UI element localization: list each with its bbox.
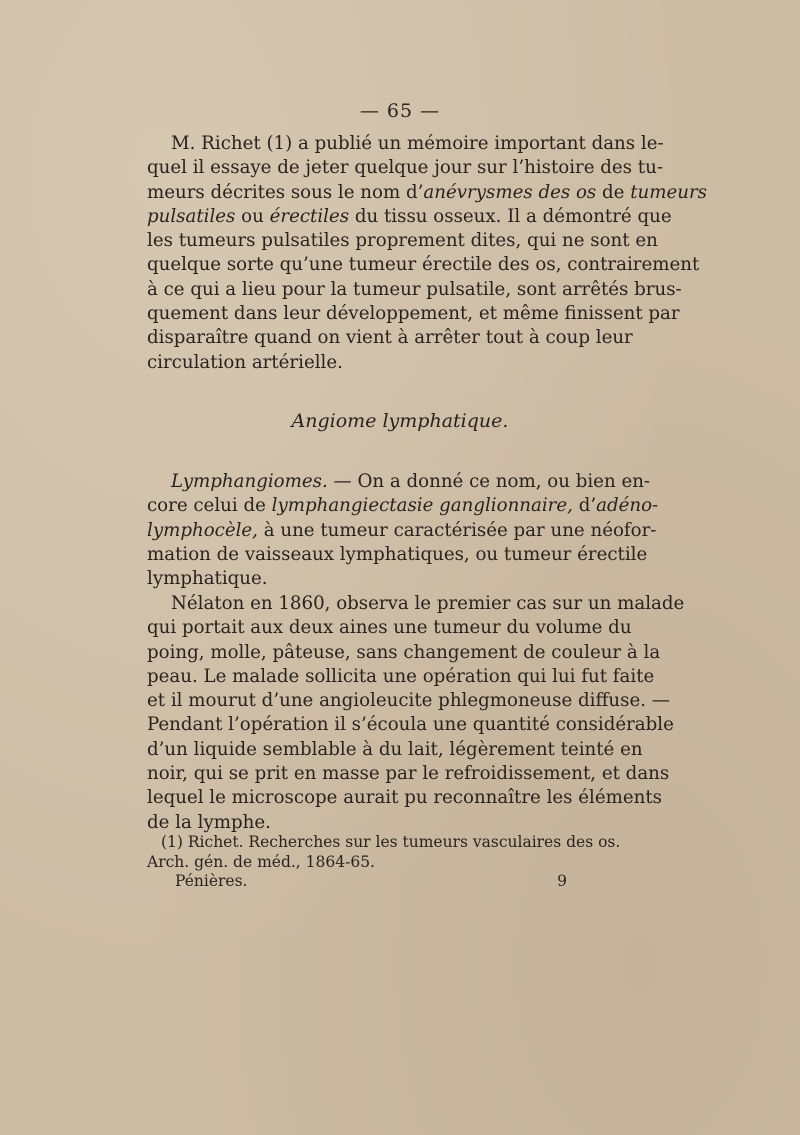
page-number: — 65 —: [359, 100, 441, 122]
italic-term: Lymphangiomes.: [171, 471, 328, 492]
text-line: circulation artérielle.: [147, 351, 343, 373]
printer-signature: [175, 872, 567, 890]
italic-term: pulsatiles: [147, 205, 236, 227]
text-line: pulsatiles ou érectiles du tissu osseux. Il a démontré que: [147, 205, 672, 227]
text-line: mation de vaisseaux lymphatiques, ou tumeur érectile: [147, 543, 648, 565]
paragraph-nelaton: [147, 592, 685, 835]
text-line: Lymphangiomes. — On a donné ce nom, ou bien en-: [171, 471, 651, 492]
text-line: les tumeurs pulsatiles proprement dites, qui ne sont en: [147, 230, 658, 252]
signature-author: Pénières.: [175, 872, 248, 890]
text-line: lequel le microscope aurait pu reconnaître les éléments: [147, 787, 662, 809]
signature-number: 9: [557, 872, 567, 890]
text-line: M. Richet (1) a publié un mémoire important dans le-: [171, 133, 664, 154]
text-line: poing, molle, pâteuse, sans changement de couleur à la: [147, 641, 661, 663]
italic-term: anévrysmes des os: [423, 181, 597, 203]
section-heading: Angiome lymphatique.: [291, 410, 509, 432]
footnote-line: Arch. gén. de méd., 1864-65.: [147, 853, 375, 871]
text-line: d’un liquide semblable à du lait, légèrement teinté en: [147, 738, 643, 760]
italic-term: érectiles: [269, 205, 350, 227]
text-line: Pendant l’opération il s’écoula une quantité considérable: [147, 714, 674, 736]
text-line: lymphatique.: [147, 568, 268, 590]
italic-term: lymphocèle,: [147, 519, 258, 541]
italic-term: adéno-: [596, 495, 659, 517]
text-line: lymphocèle, à une tumeur caractérisée par une néofor-: [147, 519, 657, 541]
text-line: core celui de lymphangiectasie ganglionnaire, d’adéno-: [147, 495, 659, 517]
footnote-line: (1) Richet. Recherches sur les tumeurs vasculaires des os.: [161, 833, 621, 851]
paragraph-lymphangiomes: [147, 470, 659, 591]
italic-term: lymphangiectasie ganglionnaire,: [271, 495, 573, 517]
text-line: et il mourut d’une angioleucite phlegmoneuse diffuse. —: [147, 690, 670, 712]
text-line: meurs décrites sous le nom d’anévrysmes des os de tumeurs: [147, 181, 707, 203]
text-line: quelque sorte qu’une tumeur érectile des os, contrairement: [147, 254, 700, 276]
text-line: Nélaton en 1860, observa le premier cas sur un malade: [171, 593, 685, 614]
text-line: quel il essaye de jeter quelque jour sur l’histoire des tu-: [147, 157, 663, 179]
footnote: [147, 832, 621, 872]
text-line: noir, qui se prit en masse par le refroidissement, et dans: [147, 763, 670, 785]
text-line: qui portait aux deux aines une tumeur du volume du: [147, 617, 632, 639]
text-line: de la lymphe.: [147, 811, 271, 833]
text-line: peau. Le malade sollicita une opération qui lui fut faite: [147, 665, 655, 687]
text-line: quement dans leur développement, et même finissent par: [147, 303, 680, 325]
italic-term: tumeurs: [630, 181, 707, 203]
text-line: à ce qui a lieu pour la tumeur pulsatile, sont arrêtés brus-: [147, 278, 682, 300]
text-line: disparaître quand on vient à arrêter tout à coup leur: [147, 327, 633, 349]
paragraph-richet: [147, 132, 707, 375]
